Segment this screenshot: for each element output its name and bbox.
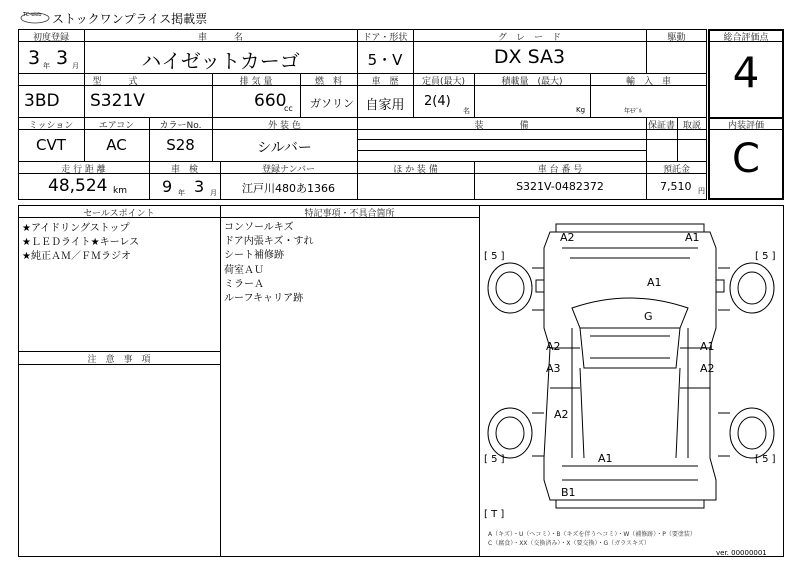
damage-diagram — [480, 218, 783, 526]
damage-roof: G — [644, 310, 653, 323]
aircon: AC — [106, 136, 127, 154]
label-load: 積載量 (最大) — [501, 77, 563, 87]
mileage-unit: km — [113, 186, 127, 196]
car-outline-icon — [480, 218, 783, 526]
label-history: 車 歴 — [371, 77, 399, 87]
first-reg-month-unit: 月 — [72, 62, 79, 70]
notes-list — [224, 221, 314, 306]
displacement-unit: cc — [284, 104, 293, 113]
mission: CVT — [36, 136, 66, 154]
label-import: 輸 入 車 — [625, 77, 671, 87]
tire-rear-right: [ 5 ] — [755, 454, 776, 465]
damage-left-rear-panel: A2 — [554, 408, 569, 421]
label-model: 型 式 — [92, 77, 138, 87]
sales-label: セールスポイント — [83, 209, 155, 219]
label-aircon: エアコン — [98, 121, 135, 131]
color-no: S28 — [166, 136, 195, 154]
legend — [488, 530, 696, 548]
legend-line-2: C（腐食）・XX（交換済み）・X（要交換）・G（ガラスキズ） — [488, 540, 650, 547]
list-item: ルーフキャリア跡 — [224, 293, 304, 305]
label-inspection: 車 検 — [170, 165, 198, 175]
damage-front-right: A1 — [685, 231, 700, 244]
grade: DX SA3 — [493, 46, 566, 68]
list-item: シート補修跡 — [224, 250, 284, 262]
label-plate: 登録ナンバー — [262, 165, 315, 175]
label-mileage: 走 行 距 離 — [61, 165, 106, 175]
plate: 江戸川480あ1366 — [242, 182, 335, 195]
label-warranty: 保証書 — [647, 121, 675, 131]
import-unit: 年ﾓﾃﾞﾙ — [624, 108, 643, 115]
mileage: 48,524 — [48, 176, 108, 196]
damage-left-front-door: A2 — [546, 340, 561, 353]
door-type: 5・V — [367, 51, 403, 69]
damage-right-front-door: A1 — [700, 340, 715, 353]
label-first-reg: 初度登録 — [32, 33, 69, 43]
insp-year: 9 — [162, 177, 173, 196]
insp-month-unit: 月 — [210, 189, 217, 197]
list-item: ドア内張キズ・すれ — [224, 236, 314, 248]
list-item: コンソールキズ — [224, 222, 294, 233]
damage-left-rear-door: A3 — [546, 362, 561, 375]
label-name: 車 名 — [197, 33, 243, 43]
first-reg-month: 3 — [56, 47, 69, 69]
model: S321V — [90, 91, 145, 111]
label-capacity: 定員(最大) — [421, 77, 466, 87]
damage-right-rear-door: A2 — [700, 362, 715, 375]
label-other-equip: ほ か 装 備 — [393, 165, 438, 175]
damage-hood: A1 — [647, 276, 662, 289]
first-reg-year-unit: 年 — [43, 62, 50, 70]
model-prefix: 3BD — [24, 91, 60, 111]
list-item: ミラーＡ — [224, 278, 264, 290]
damage-front-left: A2 — [560, 231, 575, 244]
ext-color: シルバー — [257, 140, 312, 156]
label-ext-color: 外 装 色 — [268, 121, 301, 131]
version: ver. 00000001 — [716, 549, 767, 557]
load-unit: Kg — [576, 106, 586, 114]
capacity-unit: 名 — [463, 107, 470, 115]
label-grade: グ レ ー ド — [497, 33, 561, 43]
history: 自家用 — [365, 98, 405, 113]
fuel: ガソリン — [310, 97, 354, 110]
sales-list — [22, 222, 139, 264]
logo-text: TC-web — [23, 12, 42, 18]
displacement: 660 — [254, 91, 287, 111]
insp-month: 3 — [194, 177, 205, 196]
tire-front-right: [ 5 ] — [755, 251, 776, 262]
label-displacement: 排 気 量 — [239, 77, 273, 87]
label-mission: ミッション — [28, 121, 74, 131]
label-equipment: 装 備 — [474, 121, 529, 131]
trunk-mark: [ T ] — [484, 509, 505, 520]
label-price: 預託金 — [662, 165, 690, 175]
label-color-no: カラーNo. — [159, 121, 202, 131]
damage-bumper: B1 — [561, 486, 576, 499]
label-door-type: ドア・形状 — [362, 33, 408, 43]
list-item: ★ＬＥＤライト★キーレス — [22, 237, 140, 248]
list-item: ★純正ＡＭ／ＦＭラジオ — [22, 251, 131, 262]
legend-line-1: A（キズ）・U（ヘコミ）・B（キズを伴うヘコミ）・W（補修跡）・P（要塗装） — [488, 531, 696, 538]
price: 7,510 — [660, 180, 692, 193]
chassis: S321V-0482372 — [516, 180, 604, 193]
label-chassis: 車 台 番 号 — [537, 165, 583, 175]
tire-rear-left: [ 5 ] — [484, 454, 505, 465]
tire-front-left: [ 5 ] — [484, 251, 505, 262]
label-interior: 内装評価 — [727, 121, 764, 131]
label-manual: 取説 — [682, 121, 701, 131]
list-item: 荷室ＡＵ — [224, 264, 264, 276]
first-reg-year: 3 — [28, 47, 41, 69]
label-fuel: 燃 料 — [314, 77, 342, 87]
list-item: ★アイドリングストップ — [22, 223, 130, 234]
page-title: ストックワンプライス掲載票 — [52, 12, 208, 26]
caution-label: 注 意 事 項 — [87, 355, 151, 365]
interior-score: C — [732, 136, 760, 182]
label-overall: 総合評価点 — [723, 33, 769, 43]
notes-label: 特記事項・不具合箇所 — [304, 209, 395, 219]
overall-score: 4 — [732, 48, 760, 97]
damage-rear: A1 — [598, 452, 613, 465]
label-drive: 駆動 — [667, 33, 686, 43]
logo — [20, 10, 50, 24]
capacity: 2(4) — [424, 94, 451, 109]
price-unit: 円 — [698, 187, 705, 195]
vehicle-name: ハイゼットカーゴ — [141, 49, 300, 73]
insp-year-unit: 年 — [178, 189, 185, 197]
